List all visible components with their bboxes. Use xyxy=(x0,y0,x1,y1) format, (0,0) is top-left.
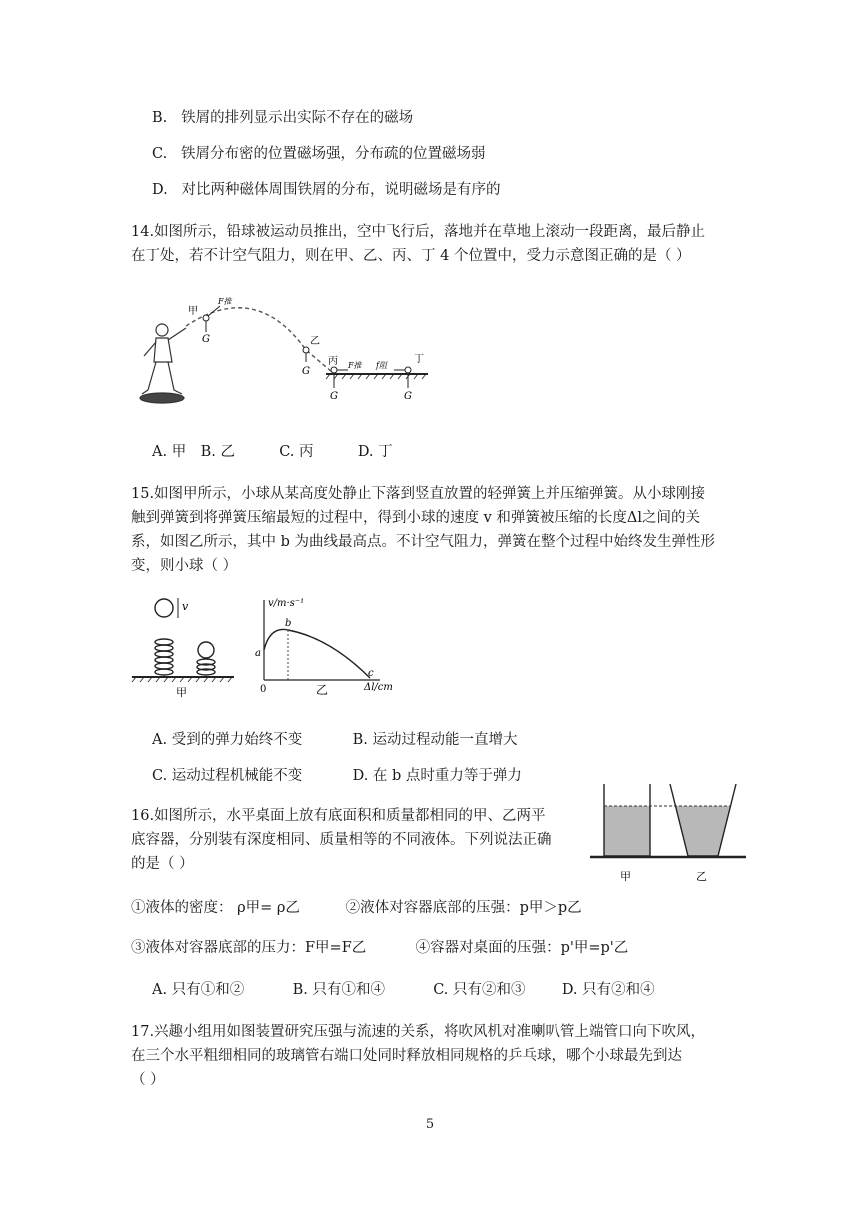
q14-options xyxy=(152,442,393,462)
spring-tall xyxy=(155,639,173,675)
ball-yi xyxy=(303,347,309,353)
q15-option-b: B. 运动过程动能一直增大 xyxy=(352,732,518,748)
q15-options-row1 xyxy=(152,730,517,750)
q16-option-b: B. 只有①和④ xyxy=(292,982,385,998)
q14-stem-line2: 在丁处，若不计空气阻力，则在甲、乙、丙、丁 4 个位置中，受力示意图正确的是（ ） xyxy=(131,248,691,264)
label-jia: 甲 xyxy=(188,306,198,317)
q16-stem-line3: 的是（ ） xyxy=(131,856,194,872)
q16-containers-figure xyxy=(588,780,748,888)
label-jia: 甲 xyxy=(620,870,631,883)
q16-stem-line1: 16.如图所示，水平桌面上放有底面积和质量都相同的甲、乙两平 xyxy=(131,808,546,824)
q14-stem-line1: 14.如图所示，铅球被运动员推出，空中飞行后，落地并在草地上滚动一段距离，最后静止 xyxy=(131,224,706,240)
q15-spring-figure xyxy=(130,594,430,698)
q16-statement-3: ③液体对容器底部的压力：F甲=F乙 xyxy=(131,940,367,956)
q15-option-d: D. 在 b 点时重力等于弹力 xyxy=(352,768,522,784)
q17-stem-line3: （ ） xyxy=(131,1072,165,1088)
label-f-fric: f阻 xyxy=(376,361,387,370)
q14-option-a: A. 甲 xyxy=(152,444,187,460)
q15-options-row2 xyxy=(152,766,522,786)
q16-statements-row2 xyxy=(131,938,628,958)
velocity-curve xyxy=(264,629,370,678)
label-f-push2: F推 xyxy=(348,361,362,370)
spring-short xyxy=(197,659,215,675)
ball-bing xyxy=(331,367,337,373)
q16-option-a: A. 只有①和② xyxy=(152,982,245,998)
liquid-jia xyxy=(604,806,650,856)
ball-on-spring xyxy=(198,642,214,658)
q16-options xyxy=(152,980,655,1000)
q16-stem-line2: 底容器，分别装有深度相同、质量相等的不同液体。下列说法正确 xyxy=(131,832,552,848)
label-ding: 丁 xyxy=(414,354,424,365)
q16-option-d: D. 只有②和④ xyxy=(561,982,655,998)
y-axis-label: v/m·s⁻¹ xyxy=(268,598,305,609)
label-yi: 乙 xyxy=(316,683,329,697)
ball-ding xyxy=(405,367,411,373)
q17-stem-line2: 在三个水平粗细相同的玻璃管右端口处同时释放相同规格的乒乓球，哪个小球最先到达 xyxy=(131,1048,682,1064)
label-origin: 0 xyxy=(260,684,267,695)
label-g-ding: G xyxy=(404,391,412,402)
q15-option-a: A. 受到的弹力始终不变 xyxy=(152,732,303,748)
q15-stem-line3: 系，如图乙所示，其中 b 为曲线最高点。不计空气阻力，弹簧在整个过程中始终发生弹性形 xyxy=(131,534,715,550)
q16-statements-row1 xyxy=(131,898,582,918)
label-v: v xyxy=(182,600,189,613)
q13-option-c: C. 铁屑分布密的位置磁场强，分布疏的位置磁场弱 xyxy=(152,146,486,162)
q15-stem-line4: 变，则小球（ ） xyxy=(131,558,238,574)
label-g-bing: G xyxy=(330,391,338,402)
label-bing: 丙 xyxy=(328,356,338,367)
ball-falling xyxy=(155,599,173,617)
q14-option-c: C. 丙 xyxy=(279,444,314,460)
q16-option-c: C. 只有②和③ xyxy=(433,982,526,998)
label-b: b xyxy=(285,618,292,629)
label-yi: 乙 xyxy=(310,336,320,347)
q16-statement-1: ①液体的密度： ρ甲= ρ乙 xyxy=(131,900,300,916)
q15-option-c: C. 运动过程机械能不变 xyxy=(152,768,303,784)
q16-statement-2: ②液体对容器底部的压强：p甲＞p乙 xyxy=(345,900,582,916)
page-number: 5 xyxy=(425,1117,435,1132)
label-yi: 乙 xyxy=(696,870,707,883)
label-a: a xyxy=(255,648,261,659)
q14-option-d: D. 丁 xyxy=(357,444,393,460)
q16-statement-4: ④容器对桌面的压强：p'甲=p'乙 xyxy=(415,940,629,956)
q15-stem-line1: 15.如图甲所示，小球从某高度处静止下落到竖直放置的轻弹簧上并压缩弹簧。从小球刚接 xyxy=(131,486,706,502)
label-g-jia: G xyxy=(202,334,210,345)
q14-option-b: B. 乙 xyxy=(200,444,235,460)
x-axis-label: Δl/cm xyxy=(364,682,393,693)
liquid-yi xyxy=(676,806,730,856)
q15-stem-line2: 触到弹簧到将弹簧压缩最短的过程中，得到小球的速度 v 和弹簧被压缩的长度Δl之间的关 xyxy=(131,510,701,526)
q17-stem-line1: 17.兴趣小组用如图装置研究压强与流速的关系，将吹风机对准喇叭管上端管口向下吹风， xyxy=(131,1024,706,1040)
label-c: c xyxy=(368,668,374,679)
q14-shotput-figure xyxy=(136,290,436,410)
label-g-yi: G xyxy=(302,366,310,377)
label-f-push: F推 xyxy=(218,297,232,306)
athlete-figure xyxy=(140,324,186,403)
label-jia: 甲 xyxy=(176,686,187,698)
q13-option-b: B. 铁屑的排列显示出实际不存在的磁场 xyxy=(152,110,414,126)
q13-option-d: D. 对比两种磁体周围铁屑的分布，说明磁场是有序的 xyxy=(152,182,501,198)
